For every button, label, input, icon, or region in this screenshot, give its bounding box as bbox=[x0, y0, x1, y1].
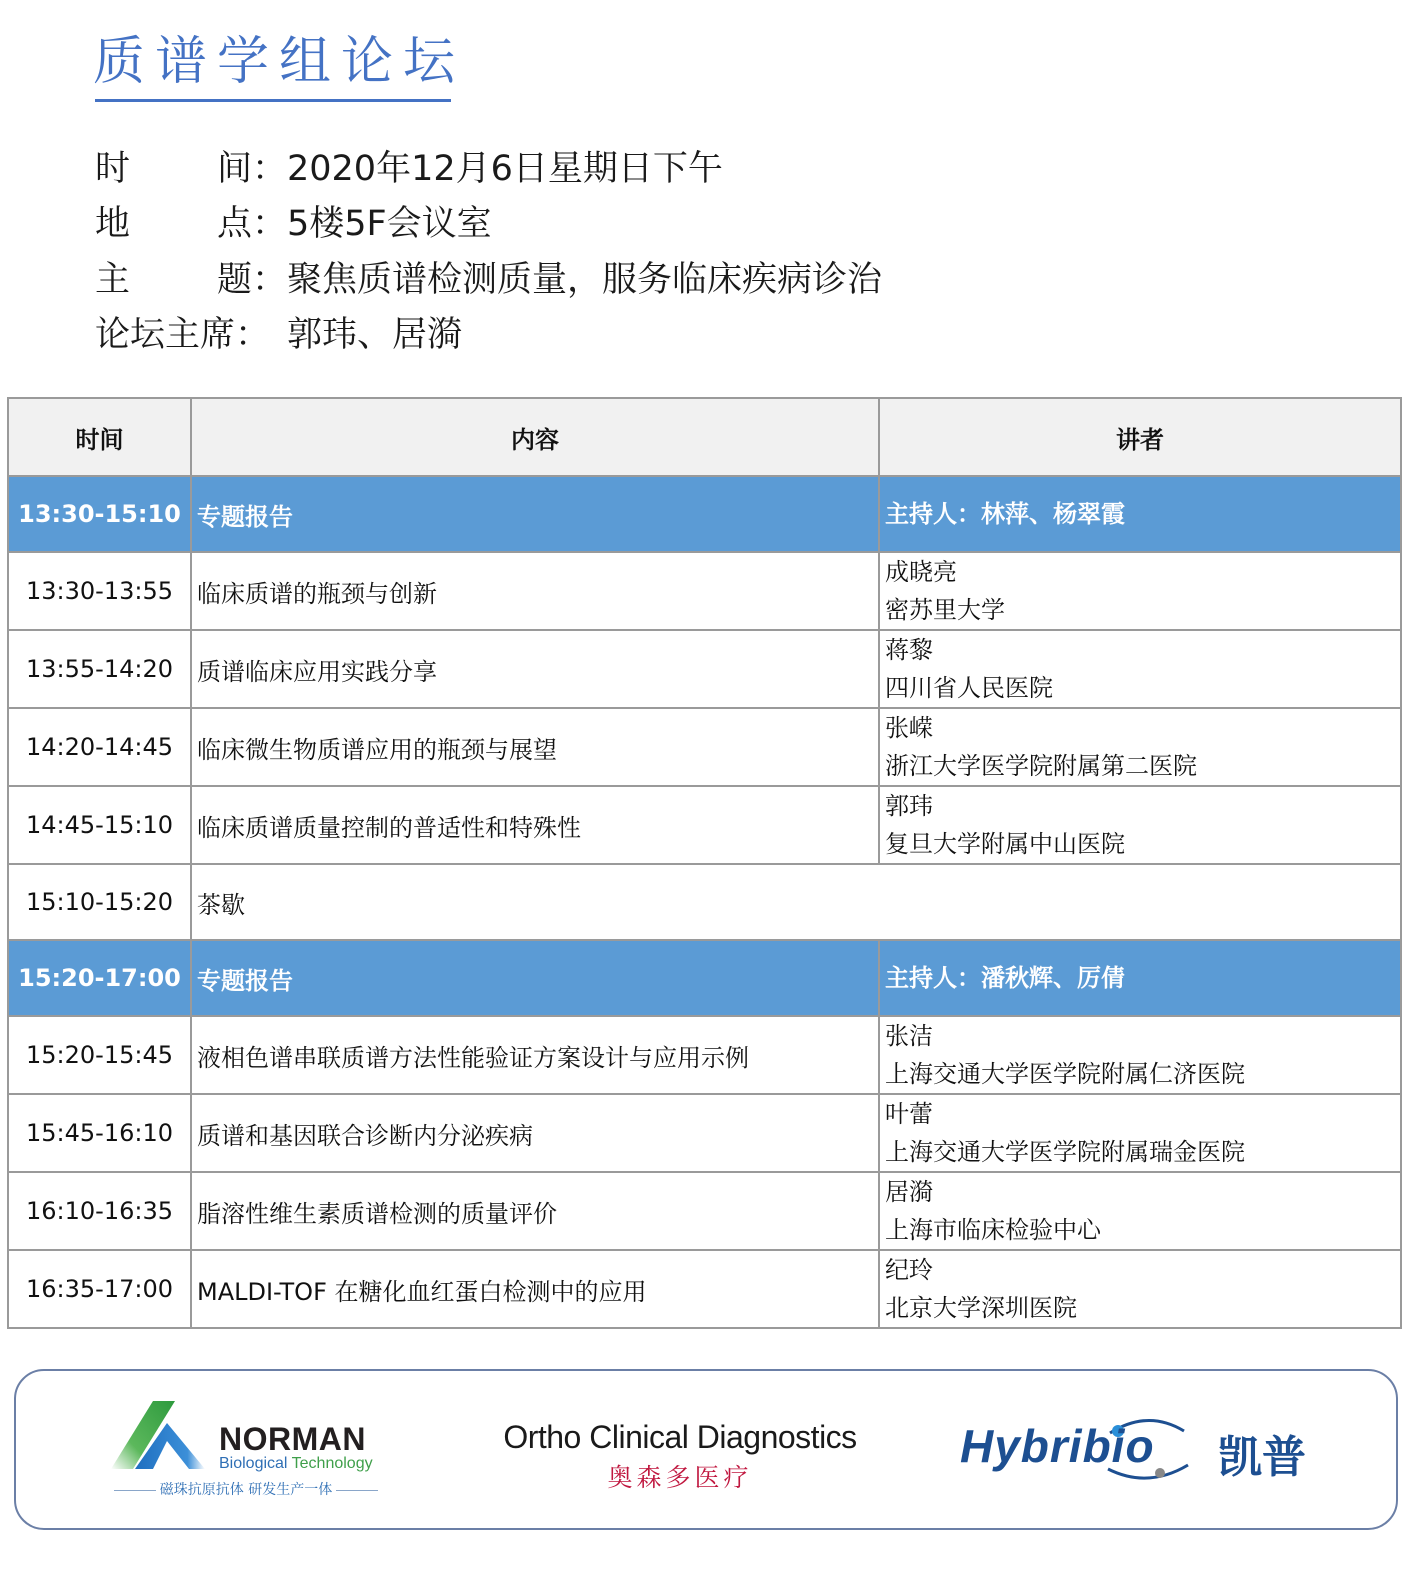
table-row bbox=[8, 630, 1401, 708]
speaker-cell bbox=[879, 1250, 1401, 1328]
time-cell: 15:45-16:10 bbox=[8, 1094, 191, 1172]
time-cell: 15:20-15:45 bbox=[8, 1016, 191, 1094]
info-time-value: 2020年12月6日星期日下午 bbox=[287, 148, 723, 189]
time-cell: 14:20-14:45 bbox=[8, 708, 191, 786]
info-location bbox=[95, 194, 882, 250]
info-chairs-value: 郭玮、居漪 bbox=[287, 315, 463, 356]
speaker-name: 居漪 bbox=[885, 1178, 933, 1206]
page-title: 质谱学组论坛 bbox=[93, 32, 466, 92]
content-cell: 专题报告 bbox=[191, 940, 879, 1016]
title-underline bbox=[95, 99, 451, 102]
info-label: 主 题： bbox=[95, 259, 287, 300]
content-cell: 临床质谱的瓶颈与创新 bbox=[191, 552, 879, 630]
info-location-value: 5楼5F会议室 bbox=[287, 204, 492, 245]
speaker-name: 张洁 bbox=[885, 1022, 933, 1050]
speaker-cell bbox=[879, 1094, 1401, 1172]
table-row bbox=[8, 1016, 1401, 1094]
norman-tagline: 磁珠抗原抗体 研发生产一体 bbox=[101, 1479, 391, 1499]
speaker-cell bbox=[879, 630, 1401, 708]
time-cell: 13:30-15:10 bbox=[8, 476, 191, 552]
table-row bbox=[8, 1094, 1401, 1172]
session-row bbox=[8, 940, 1401, 1016]
table-row bbox=[8, 1250, 1401, 1328]
time-cell: 13:30-13:55 bbox=[8, 552, 191, 630]
column-header-speaker: 讲者 bbox=[879, 398, 1401, 476]
info-label: 时 间： bbox=[95, 148, 287, 189]
content-cell: 临床质谱质量控制的普适性和特殊性 bbox=[191, 786, 879, 864]
speaker-name: 纪玲 bbox=[885, 1256, 933, 1284]
content-cell: 质谱和基因联合诊断内分泌疾病 bbox=[191, 1094, 879, 1172]
content-cell: MALDI-TOF 在糖化血红蛋白检测中的应用 bbox=[191, 1250, 879, 1328]
time-cell: 15:10-15:20 bbox=[8, 864, 191, 940]
norman-logo bbox=[101, 1399, 391, 1499]
sponsor-footer bbox=[14, 1369, 1398, 1530]
speaker-org: 复旦大学附属中山医院 bbox=[885, 830, 1125, 858]
speaker-cell bbox=[879, 552, 1401, 630]
info-time bbox=[95, 138, 882, 194]
time-cell: 15:20-17:00 bbox=[8, 940, 191, 1016]
speaker-org: 四川省人民医院 bbox=[885, 674, 1053, 702]
speaker-org: 北京大学深圳医院 bbox=[885, 1294, 1077, 1322]
speaker-org: 上海交通大学医学院附属仁济医院 bbox=[885, 1060, 1245, 1088]
speaker-name: 叶蕾 bbox=[885, 1100, 933, 1128]
table-row bbox=[8, 1172, 1401, 1250]
speaker-org: 浙江大学医学院附属第二医院 bbox=[885, 752, 1197, 780]
table-row bbox=[8, 552, 1401, 630]
speaker-org: 上海市临床检验中心 bbox=[885, 1216, 1101, 1244]
content-cell: 液相色谱串联质谱方法性能验证方案设计与应用示例 bbox=[191, 1016, 879, 1094]
hybribio-logo bbox=[960, 1419, 1330, 1489]
speaker-name: 蒋黎 bbox=[885, 636, 933, 664]
norman-name: NORMAN bbox=[219, 1421, 366, 1457]
speaker-name: 成晓亮 bbox=[885, 558, 957, 586]
content-cell: 临床微生物质谱应用的瓶颈与展望 bbox=[191, 708, 879, 786]
ortho-name-cn: 奥森多医疗 bbox=[607, 1463, 753, 1492]
info-label: 论坛主席： bbox=[95, 315, 271, 356]
moderator-cell: 主持人：林萍、杨翠霞 bbox=[879, 476, 1401, 552]
speaker-name: 郭玮 bbox=[885, 792, 933, 820]
event-info bbox=[95, 138, 882, 360]
column-header-content: 内容 bbox=[191, 398, 879, 476]
info-label: 地 点： bbox=[95, 204, 287, 245]
speaker-org: 密苏里大学 bbox=[885, 596, 1005, 624]
speaker-cell bbox=[879, 1172, 1401, 1250]
speaker-cell bbox=[879, 708, 1401, 786]
agenda-table bbox=[7, 397, 1402, 1329]
hybribio-name-en: Hybribio bbox=[960, 1420, 1155, 1472]
table-row bbox=[8, 786, 1401, 864]
ortho-name-en: Ortho Clinical Diagnostics bbox=[503, 1419, 857, 1455]
speaker-cell bbox=[879, 786, 1401, 864]
time-cell: 14:45-15:10 bbox=[8, 786, 191, 864]
table-header-row bbox=[8, 398, 1401, 476]
hybribio-name-cn: 凯普 bbox=[1218, 1432, 1306, 1483]
time-cell: 16:10-16:35 bbox=[8, 1172, 191, 1250]
norman-mountain-icon bbox=[101, 1399, 211, 1479]
speaker-name: 张嵘 bbox=[885, 714, 933, 742]
time-cell: 13:55-14:20 bbox=[8, 630, 191, 708]
session-row bbox=[8, 476, 1401, 552]
info-theme-value: 聚焦质谱检测质量，服务临床疾病诊治 bbox=[287, 259, 883, 300]
break-row bbox=[8, 864, 1401, 940]
content-cell: 质谱临床应用实践分享 bbox=[191, 630, 879, 708]
content-cell: 专题报告 bbox=[191, 476, 879, 552]
info-chairs bbox=[95, 305, 882, 361]
speaker-cell bbox=[879, 1016, 1401, 1094]
content-cell: 茶歇 bbox=[191, 864, 1401, 940]
column-header-time: 时间 bbox=[8, 398, 191, 476]
info-theme bbox=[95, 249, 882, 305]
time-cell: 16:35-17:00 bbox=[8, 1250, 191, 1328]
content-cell: 脂溶性维生素质谱检测的质量评价 bbox=[191, 1172, 879, 1250]
ortho-logo bbox=[500, 1419, 860, 1494]
norman-subtitle: Biological Technology bbox=[219, 1455, 373, 1472]
table-row bbox=[8, 708, 1401, 786]
moderator-cell: 主持人：潘秋辉、厉倩 bbox=[879, 940, 1401, 1016]
speaker-org: 上海交通大学医学院附属瑞金医院 bbox=[885, 1138, 1245, 1166]
